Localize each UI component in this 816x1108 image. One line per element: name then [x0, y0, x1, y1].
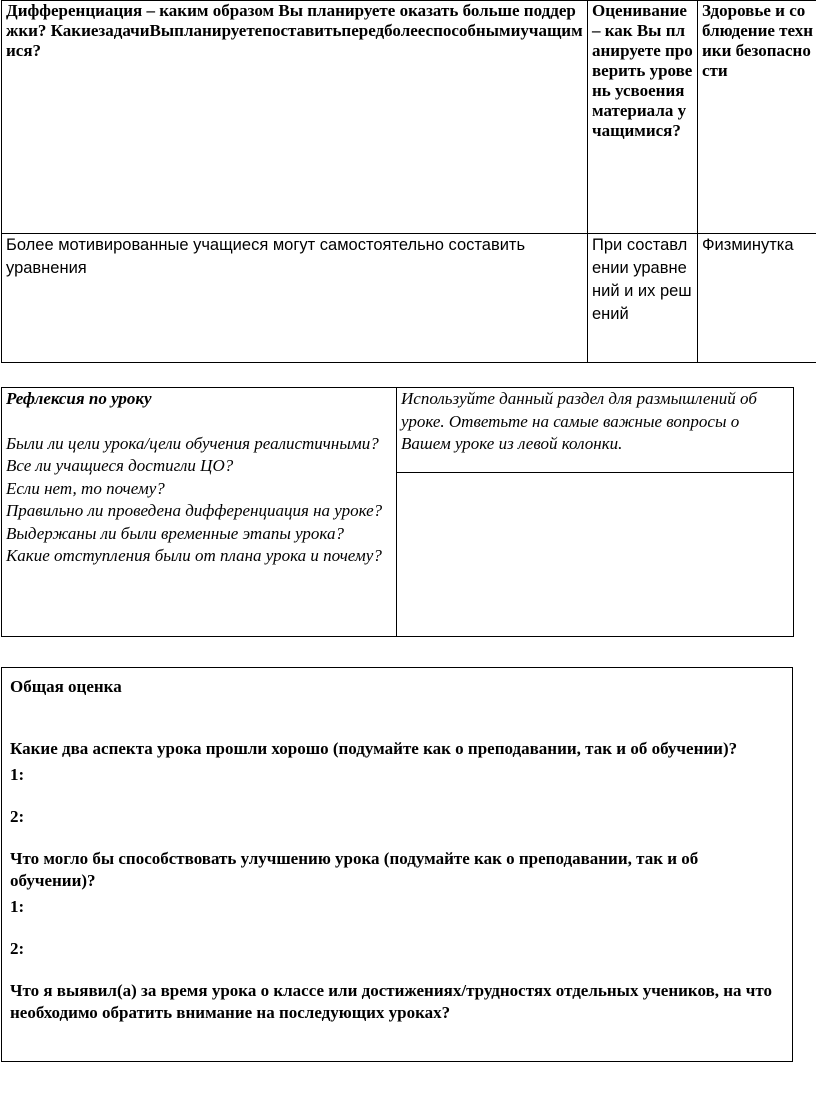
reflection-instruction: Используйте данный раздел для размышлений об уроке. Ответьте на самые важные вопросы о Вашем уроке из левой колонки. [397, 388, 794, 473]
table-header-row [2, 1, 816, 234]
reflection-question: Если нет, то почему? [6, 478, 165, 498]
header-health-safety: Здоровье и соблюдение техники безопасности [698, 1, 816, 234]
reflection-answer-area[interactable] [397, 473, 794, 637]
reflection-title: Рефлексия по уроку [6, 389, 152, 408]
answer-label: 1: [10, 897, 25, 916]
answer-label: 2: [10, 807, 25, 826]
assessment-title: Общая оценка [10, 677, 122, 696]
cell-differentiation: Более мотивированные учащиеся могут самостоятельно составить уравнения [2, 234, 588, 363]
header-assessment: Оценивание – как Вы планируете проверить уровень усвоения материала учащимися? [588, 1, 698, 234]
reflection-question: Какие отступления были от плана урока и почему? [6, 546, 382, 565]
cell-health-safety: Физминутка [698, 234, 816, 363]
answer-label: 2: [10, 939, 25, 958]
table-row [2, 234, 816, 363]
overall-assessment-cell [2, 668, 793, 1062]
header-differentiation: Дифференциация – каким образом Вы планируете оказать больше поддержки? КакиезадачиВыпланируетепоставитьпередболееспособнымиучащимися? [2, 1, 588, 234]
reflection-questions-cell [2, 388, 397, 637]
reflection-question: Выдержаны ли были временные этапы урока? [6, 523, 344, 543]
differentiation-table [1, 0, 816, 363]
reflection-question: Правильно ли проведена дифференциация на уроке? [6, 501, 383, 520]
cell-assessment: При составлении уравнений и их решений [588, 234, 698, 363]
assessment-question: Какие два аспекта урока прошли хорошо (подумайте как о преподавании, так и об обучении)? [10, 739, 738, 758]
overall-assessment-table [1, 667, 793, 1062]
assessment-question: Что могло бы способствовать улучшению урока (подумайте как о преподавании, так и об обучении)? [10, 849, 699, 890]
reflection-question: Были ли цели урока/цели обучения реалистичными? [6, 433, 379, 453]
assessment-question: Что я выявил(а) за время урока о классе или достижениях/трудностях отдельных учеников, на что необходимо обратить внимание на последующих уроках? [10, 981, 773, 1022]
answer-label: 1: [10, 765, 25, 784]
reflection-table [1, 387, 794, 637]
reflection-question: Все ли учащиеся достигли ЦО? [6, 456, 234, 475]
